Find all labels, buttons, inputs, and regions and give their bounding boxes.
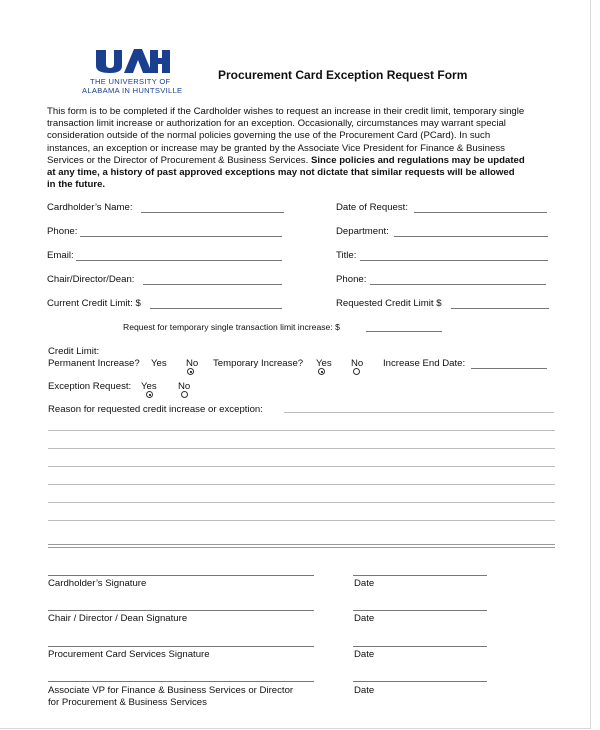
intro-line: Services or the Director of Procurement & Business Services. (47, 154, 309, 166)
cardholder-name-label: Cardholder’s Name: (47, 202, 133, 213)
cardholder-signature-date-label: Date (354, 578, 375, 589)
reason-field-line[interactable] (48, 502, 555, 503)
avp-signature-date-label: Date (354, 685, 375, 696)
intro-line (47, 155, 525, 167)
temporary-increase-label: Temporary Increase? (213, 358, 304, 369)
logo-text-line1: THE UNIVERSITY OF (90, 77, 171, 86)
title-label: Title: (336, 250, 357, 261)
permanent-increase-label: Permanent Increase? (48, 358, 140, 369)
department-field[interactable] (394, 236, 548, 237)
uah-logo-mark-icon (94, 48, 170, 74)
intro-line: transaction limit increase or authorization for an exception. Occasionally, circumstances may warrant special (47, 118, 506, 130)
signature-date-line[interactable] (353, 575, 487, 576)
chair-label: Chair/Director/Dean: (47, 274, 135, 285)
reason-field-line[interactable] (284, 412, 554, 413)
signature-line[interactable] (48, 610, 314, 611)
date-of-request-field[interactable] (414, 212, 547, 213)
date-of-request-label: Date of Request: (336, 202, 408, 213)
phone-field[interactable] (80, 236, 282, 237)
reason-field-line[interactable] (48, 466, 555, 467)
reason-label: Reason for requested credit increase or exception: (48, 404, 263, 415)
reason-field-line[interactable] (48, 544, 555, 545)
reason-field-line[interactable] (48, 547, 555, 548)
signature-line[interactable] (48, 646, 314, 647)
permanent-no-radio[interactable] (187, 368, 194, 375)
permanent-yes-label: Yes (151, 358, 167, 369)
signature-line[interactable] (48, 575, 314, 576)
reason-field-line[interactable] (48, 484, 555, 485)
department-label: Department: (336, 226, 389, 237)
email-label: Email: (47, 250, 74, 261)
intro-paragraph (47, 106, 525, 191)
intro-line: consideration outside of the normal policies governing the use of the Procurement Card (PCard). In such (47, 130, 491, 142)
reason-field-line[interactable] (48, 430, 555, 431)
university-logo (84, 48, 184, 94)
procurement-signature-label: Procurement Card Services Signature (48, 649, 210, 660)
phone2-label: Phone: (336, 274, 367, 285)
temp-single-txn-field[interactable] (366, 331, 442, 332)
signature-date-line[interactable] (353, 681, 487, 682)
email-field[interactable] (76, 260, 282, 261)
temporary-yes-radio[interactable] (318, 368, 325, 375)
exception-no-label: No (178, 381, 191, 392)
exception-yes-label: Yes (141, 381, 157, 392)
title-field[interactable] (360, 260, 548, 261)
chair-field[interactable] (143, 284, 282, 285)
logo-text-line2: ALABAMA IN HUNTSVILLE (82, 86, 183, 95)
exception-no-radio[interactable] (181, 391, 188, 398)
procurement-signature-date-label: Date (354, 649, 375, 660)
intro-bold-line: at any time, a history of past approved exceptions may not dictate that similar requests will be allowed (47, 167, 515, 179)
cardholder-signature-label: Cardholder’s Signature (48, 578, 147, 589)
signature-date-line[interactable] (353, 646, 487, 647)
intro-bold-line: in the future. (47, 179, 106, 191)
current-credit-limit-field[interactable] (150, 308, 282, 309)
temp-single-txn-label: Request for temporary single transaction limit increase: $ (123, 322, 340, 332)
exception-yes-radio[interactable] (146, 391, 153, 398)
current-credit-limit-label: Current Credit Limit: $ (47, 298, 141, 309)
form-title: Procurement Card Exception Request Form (218, 68, 468, 82)
intro-line: instances, an exception or increase may be granted by the Associate Vice President for Finance & Business (47, 142, 505, 154)
temporary-no-label: No (351, 358, 364, 369)
credit-limit-label: Credit Limit: (48, 346, 100, 357)
reason-field-line[interactable] (48, 448, 555, 449)
phone-label: Phone: (47, 226, 78, 237)
signature-line[interactable] (48, 681, 314, 682)
signature-date-line[interactable] (353, 610, 487, 611)
avp-signature-label: Associate VP for Finance & Business Services or Director (48, 685, 294, 696)
avp-signature-label-line2: for Procurement & Business Services (48, 697, 207, 708)
phone2-field[interactable] (370, 284, 546, 285)
cardholder-name-field[interactable] (141, 212, 284, 213)
intro-line: This form is to be completed if the Cardholder wishes to request an increase in their credit limit, temporary single (47, 106, 525, 117)
temporary-no-radio[interactable] (353, 368, 360, 375)
permanent-no-label: No (186, 358, 199, 369)
exception-request-label: Exception Request: (48, 381, 132, 392)
intro-bold-text: Since policies and regulations may be updated (310, 154, 525, 166)
requested-credit-limit-label: Requested Credit Limit $ (336, 298, 442, 309)
increase-end-date-field[interactable] (471, 368, 547, 369)
chair-signature-label: Chair / Director / Dean Signature (48, 613, 188, 624)
reason-field-line[interactable] (48, 520, 555, 521)
chair-signature-date-label: Date (354, 613, 375, 624)
requested-credit-limit-field[interactable] (451, 308, 549, 309)
increase-end-date-label: Increase End Date: (383, 358, 466, 369)
temporary-yes-label: Yes (316, 358, 332, 369)
